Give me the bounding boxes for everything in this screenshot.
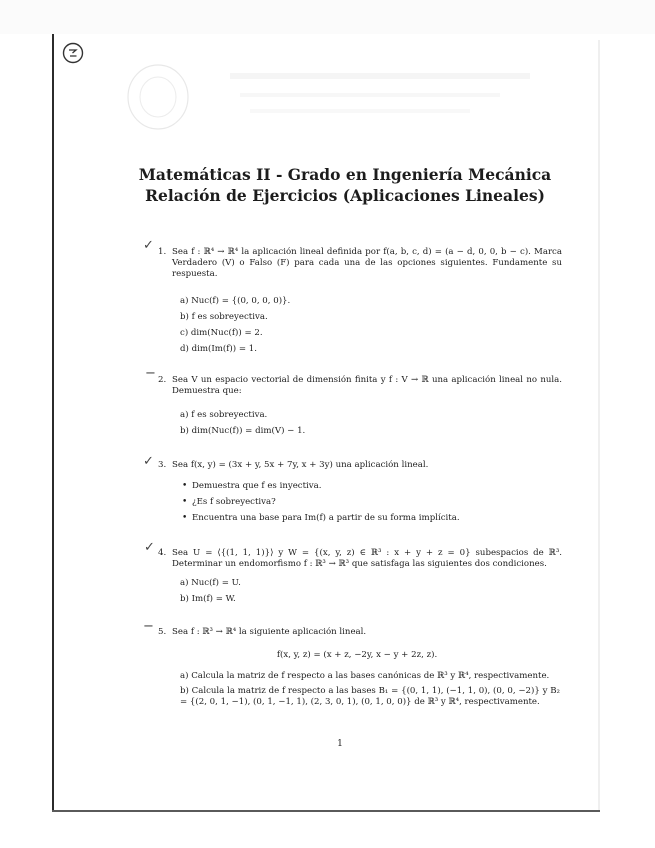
dash-mark-icon: − <box>143 619 154 634</box>
exercise-1-item-a: a) Nuc(f) = {(0, 0, 0, 0)}. <box>180 296 291 306</box>
exercise-2-statement: Sea V un espacio vectorial de dimensión finita y f : V → ℝ una aplicación lineal no nula. Demuestra que: <box>172 375 562 396</box>
exercise-1-item-d: d) dim(Im(f)) = 1. <box>180 344 257 354</box>
exercise-1-number: 1. <box>158 247 167 257</box>
exercise-4-item-a: a) Nuc(f) = U. <box>180 578 241 588</box>
exercise-2-item-b: b) dim(Nuc(f)) = dim(V) − 1. <box>180 426 306 436</box>
check-mark-icon: ✓ <box>144 540 155 555</box>
dash-mark-icon: − <box>145 366 156 381</box>
exercise-3-bullet-2: ¿Es f sobreyectiva? <box>192 497 276 507</box>
bleed-through-emblem <box>110 55 590 175</box>
exercise-4-item-b: b) Im(f) = W. <box>180 594 236 604</box>
page-left-edge <box>52 34 54 812</box>
exercise-2-number: 2. <box>158 375 167 385</box>
document-title: Matemáticas II - Grado en Ingeniería Mecánica <box>138 165 552 184</box>
exercise-1-statement: Sea f : ℝ⁴ → ℝ⁴ la aplicación lineal definida por f(a, b, c, d) = (a − d, 0, 0, b − c). Marca Verdadero (V) o Falso (F) para cada una de las opciones siguientes. Fundamente su respuesta. <box>172 247 562 279</box>
exercise-5-number: 5. <box>158 627 167 637</box>
page-right-shadow <box>598 40 600 810</box>
exercise-3-number: 3. <box>158 460 167 470</box>
exercise-4-statement: Sea U = ⟨{(1, 1, 1)}⟩ y W = {(x, y, z) ∈ ℝ³ : x + y + z = 0} subespacios de ℝ³. Determinar un endomorfismo f : ℝ³ → ℝ³ que satisfaga las siguientes dos condiciones. <box>172 548 562 569</box>
exercise-3-bullet-1: Demuestra que f es inyectiva. <box>192 481 322 491</box>
exercise-1-item-b: b) f es sobreyectiva. <box>180 312 268 322</box>
bullet-icon: • <box>182 481 188 491</box>
page-number: 1 <box>337 739 343 749</box>
check-mark-icon: ✓ <box>143 454 154 469</box>
exercise-5-item-a: a) Calcula la matriz de f respecto a las bases canónicas de ℝ³ y ℝ⁴, respectivamente. <box>180 671 550 681</box>
bullet-icon: • <box>182 497 188 507</box>
exercise-5-formula: f(x, y, z) = (x + z, −2y, x − y + 2z, z). <box>276 650 438 660</box>
exercise-3-bullet-3: Encuentra una base para Im(f) a partir de su forma implícita. <box>192 513 460 523</box>
document-subtitle: Relación de Ejercicios (Aplicaciones Lineales) <box>145 186 545 205</box>
exercise-1-item-c: c) dim(Nuc(f)) = 2. <box>180 328 263 338</box>
exercise-5-statement: Sea f : ℝ³ → ℝ⁴ la siguiente aplicación lineal. <box>172 627 367 637</box>
exercise-4-number: 4. <box>158 548 167 558</box>
bullet-icon: • <box>182 513 188 523</box>
exercise-3-statement: Sea f(x, y) = (3x + y, 5x + 7y, x + 3y) una aplicación lineal. <box>172 460 429 470</box>
check-mark-icon: ✓ <box>143 238 154 253</box>
circled-stamp-icon <box>62 42 84 64</box>
exercise-2-item-a: a) f es sobreyectiva. <box>180 410 268 420</box>
exercise-5-item-b: b) Calcula la matriz de f respecto a las bases B₁ = {(0, 1, 1), (−1, 1, 0), (0, 0, −2)} y B₂ = {(2, 0, 1, −1), (0, 1, −1, 1), (2, 3, 0, 1), (0, 1, 0, 0)} de ℝ³ y ℝ⁴, respectivamente. <box>180 686 560 707</box>
scan-top-band <box>0 0 655 34</box>
page-bottom-edge <box>52 810 600 812</box>
